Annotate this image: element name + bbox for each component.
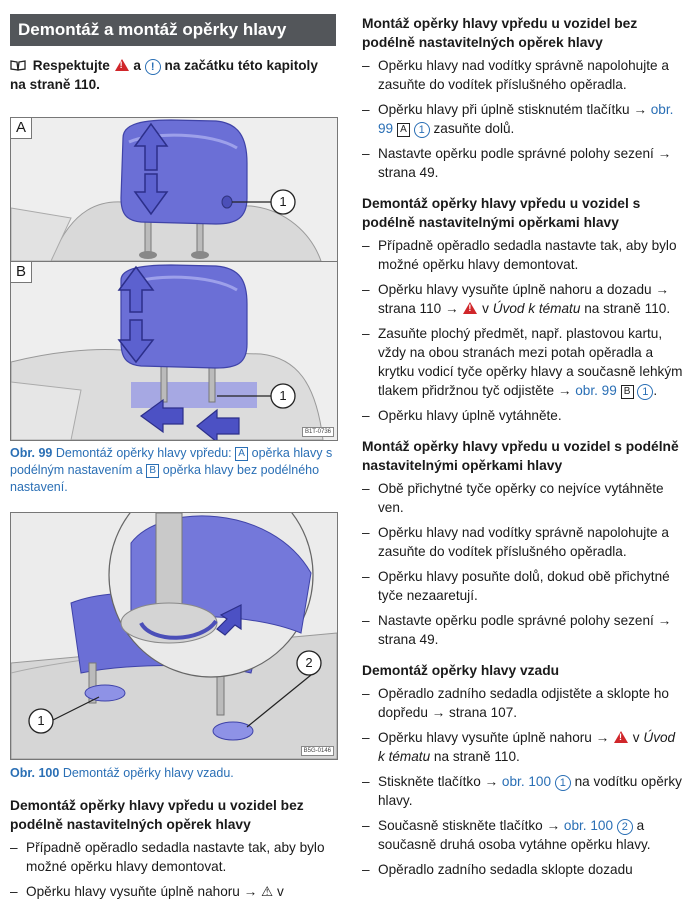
callout-2: 2: [305, 655, 313, 670]
caption-part-3: opěrka hlavy bez podélného nastavení.: [10, 463, 320, 494]
italic-text: Úvod k tématu: [378, 730, 676, 764]
text: v: [482, 301, 489, 316]
section-heading: Montáž opěrky hlavy vpředu u vozidel s podélně nastavitelnými opěrkami hlavy: [362, 439, 679, 473]
list-item: [362, 280, 684, 318]
callout-1-a: 1: [279, 194, 287, 209]
text: a současně druhá osoba vytáhne opěrku hlavy.: [378, 818, 651, 852]
list-item: – Případně opěradlo sedadla nastavte tak, aby bylo možné opěrku hlavy demontovat.: [362, 236, 684, 274]
list-item: [362, 816, 684, 854]
list-item: – Zasuňte plochý předmět, např. plastovou kartu, vždy na obou stranách mezi potah opěradla a krytku vodicí tyče opěrky hlavy a současně lehkým tlakem přidržnou tyč odjistěte → obr. 99 B 1 .: [362, 324, 684, 400]
figure-99-panel-b: [11, 262, 337, 440]
italic-text: Úvod k tématu: [492, 301, 581, 316]
list-item: – Nastavte opěrku podle správné polohy sezení → strana 49.: [362, 144, 684, 182]
list-item: – Obě přichytné tyče opěrky co nejvíce vytáhněte ven.: [362, 479, 684, 517]
caution-icon: !: [145, 59, 161, 75]
caption-label: Obr. 99: [10, 446, 53, 460]
callout-1: 1: [37, 713, 45, 728]
steps-list: [362, 684, 684, 879]
section-front-remove-adjust: [362, 194, 684, 425]
figure-code: B1T-0736: [302, 427, 334, 437]
notice-and: a: [133, 58, 141, 73]
steps-list: [362, 56, 684, 182]
callout-ref: 2: [617, 819, 633, 835]
caption-box-a: A: [235, 447, 248, 461]
figure-link[interactable]: obr. 100: [563, 818, 614, 833]
list-item: – Opěrku hlavy posuňte dolů, dokud obě přichytné tyče nezaaretují.: [362, 567, 684, 605]
list-item: – Opěrku hlavy vysuňte úplně nahoru → ⚠ v: [10, 882, 336, 901]
text: zasuňte dolů.: [433, 121, 515, 136]
caption-text: Demontáž opěrky hlavy vzadu.: [62, 766, 234, 780]
caption-label: Obr. 100: [10, 766, 60, 780]
list-item: – Nastavte opěrku podle správné polohy sezení → strana 49.: [362, 611, 684, 649]
headrest-illustration-b: [11, 262, 337, 440]
text: na straně 110.: [584, 301, 671, 316]
list-item: [362, 772, 684, 810]
callout-1-b: 1: [279, 388, 287, 403]
section-front-mount-adjust: [362, 437, 684, 649]
notice-prefix: Respektujte: [32, 58, 110, 73]
figure-99-panel-a: [11, 118, 337, 261]
book-icon: [10, 60, 26, 71]
figure-99: [10, 117, 338, 441]
rear-headrest-illustration: [11, 513, 337, 759]
text: Stiskněte tlačítko →: [378, 774, 499, 789]
section-heading: Demontáž opěrky hlavy vpředu u vozidel s podélně nastavitelnými opěrkami hlavy: [362, 196, 641, 230]
figure-100: [10, 512, 338, 760]
right-column: [362, 14, 684, 891]
panel-b-label: B: [11, 262, 32, 283]
steps-list: [362, 479, 684, 649]
headrest-illustration-a: [11, 118, 337, 261]
left-column: [10, 14, 336, 94]
list-item: – Opěradlo zadního sedadla sklopte dozadu: [362, 860, 684, 879]
text: Opěrku hlavy vysuňte úplně nahoru a dozadu → strana 110 →: [378, 282, 669, 316]
section-heading: Demontáž opěrky hlavy vzadu: [362, 663, 560, 678]
callout-ref: 1: [555, 775, 571, 791]
caption-part-1: Demontáž opěrky hlavy vpředu:: [55, 446, 232, 460]
text: na straně 110.: [433, 749, 520, 764]
section-front-mount-no-adjust: [362, 14, 684, 182]
text: v: [632, 730, 640, 745]
panel-a-label: A: [11, 118, 32, 139]
box-letter: B: [621, 385, 634, 399]
figure-link[interactable]: obr. 99: [378, 102, 674, 136]
section-heading: Montáž opěrky hlavy vpředu u vozidel bez podélně nastavitelných opěrek hlavy: [362, 16, 638, 50]
box-letter: A: [397, 123, 410, 137]
section-rear-remove: [362, 661, 684, 879]
figure-99-caption: [10, 445, 336, 496]
figure-link[interactable]: obr. 99: [575, 383, 617, 398]
list-item: [362, 728, 684, 766]
list-item: – Opěrku hlavy nad vodítky správně napolohujte a zasuňte do vodítek příslušného opěradla.: [362, 56, 684, 94]
safety-notice: [10, 56, 336, 94]
section-heading: Demontáž opěrky hlavy vpředu u vozidel bez podélně nastavitelných opěrek hlavy: [10, 798, 304, 832]
steps-list: [10, 838, 336, 901]
list-item: – Opěradlo zadního sedadla odjistěte a sklopte ho dopředu → strana 107.: [362, 684, 684, 722]
caption-part-2: opěrka hlavy s podélným nastavením a: [10, 446, 333, 477]
text: Opěrku hlavy při úplně stisknutém tlačítku →: [378, 102, 647, 117]
figure-100-caption: [10, 765, 336, 782]
list-item: [362, 100, 684, 138]
figure-link[interactable]: obr. 100: [501, 774, 552, 789]
warning-icon: [115, 59, 129, 71]
text: na vodítku opěrky hlavy.: [378, 774, 682, 808]
callout-ref: 1: [414, 122, 430, 138]
text: Opěrku hlavy vysuňte úplně nahoru →: [378, 730, 610, 745]
section-title: Demontáž a montáž opěrky hlavy: [10, 14, 336, 46]
text: Zasuňte plochý předmět, např. plastovou kartu, vždy na obou stranách mezi potah opěradla a krytku vodicí tyče opěrky hlavy a současně lehkým tlakem přidržnou tyč odjistěte →: [378, 326, 683, 398]
caption-box-b: B: [146, 464, 159, 478]
left-section: [10, 796, 336, 907]
warning-icon: [463, 302, 477, 314]
notice-suffix: na začátku této kapitoly na straně 110.: [10, 58, 318, 92]
list-item: – Opěrku hlavy úplně vytáhněte.: [362, 406, 684, 425]
list-item: – Případně opěradlo sedadla nastavte tak, aby bylo možné opěrku hlavy demontovat.: [10, 838, 336, 876]
list-item: – Opěrku hlavy nad vodítky správně napolohujte a zasuňte do vodítek příslušného opěradla.: [362, 523, 684, 561]
text: Současně stiskněte tlačítko →: [378, 818, 561, 833]
steps-list: [362, 236, 684, 425]
warning-icon: [614, 731, 628, 743]
figure-code: B5G-0146: [301, 746, 334, 756]
callout-ref: 1: [637, 384, 653, 400]
